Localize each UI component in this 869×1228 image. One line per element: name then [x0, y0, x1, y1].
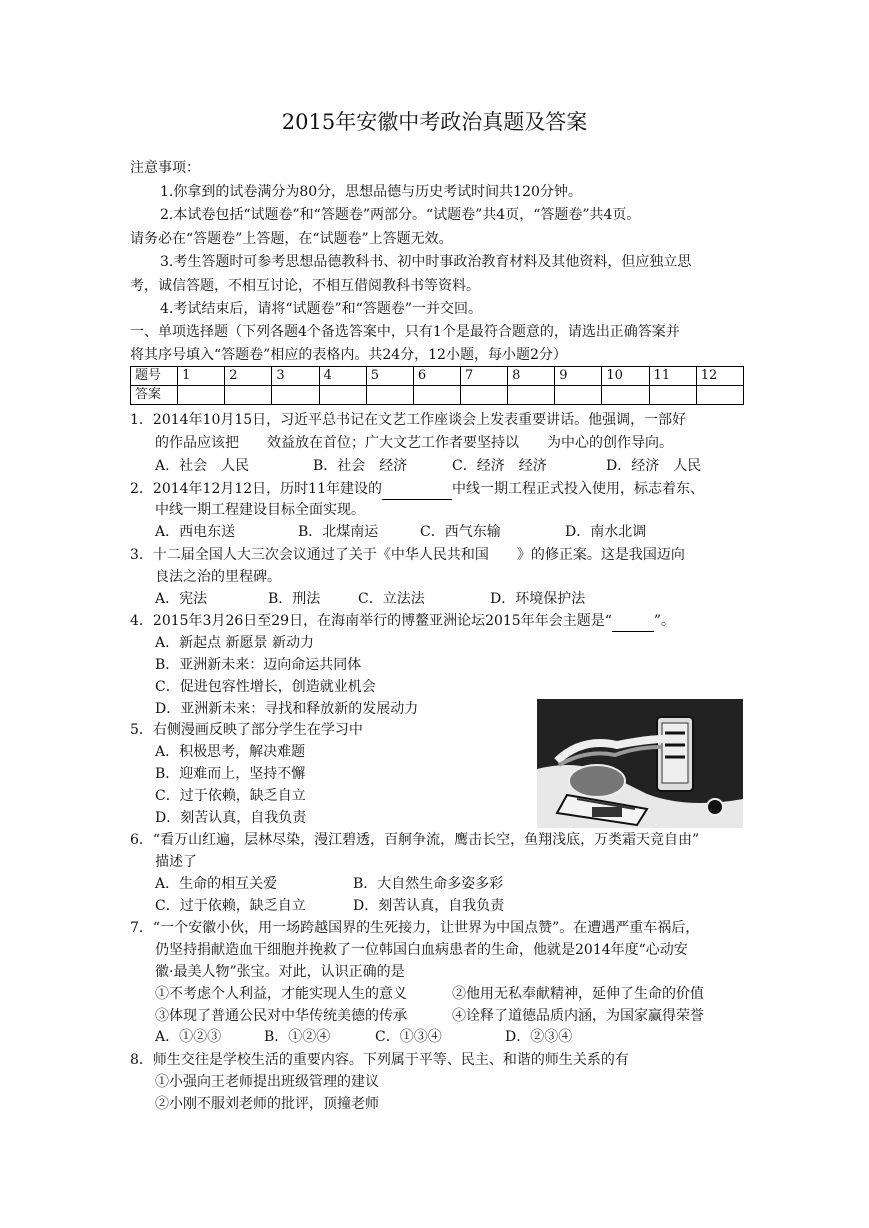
- q7-line-2: 仍坚持捐献造血干细胞并挽救了一位韩国白血病患者的生命，他就是2014年度“心动安: [155, 942, 688, 958]
- q3-option-a: A．宪法: [155, 591, 208, 607]
- q7-option-c: C．①③④: [375, 1029, 442, 1045]
- q1-option-b: B．社会 经济: [313, 458, 408, 474]
- q6-option-a: A．生命的相互关爱: [155, 876, 278, 892]
- table-cell: 9: [555, 367, 602, 386]
- cartoon-illustration: [537, 699, 743, 828]
- table-cell: 3: [272, 367, 319, 386]
- table-row: [131, 367, 744, 386]
- notice-heading: 注意事项：: [130, 160, 200, 176]
- q1-line-2: 的作品应该把 效益放在首位；广大文艺工作者要坚持以 为中心的创作导向。: [155, 435, 673, 451]
- q1-line-1: 1．2014年10月15日，习近平总书记在文艺工作座谈会上发表重要讲话。他强调，一部好: [130, 412, 687, 428]
- notice-item-1: 1.你拿到的试卷满分为80分，思想品德与历史考试时间共120分钟。: [160, 184, 582, 200]
- answer-cell[interactable]: [602, 386, 649, 405]
- answer-cell[interactable]: [225, 386, 272, 405]
- notice-item-3a: 3.考生答题时可参考思想品德教科书、初中时事政治教育材料及其他资料，但应独立思: [160, 254, 692, 270]
- fill-blank: [382, 479, 452, 500]
- section-1-line-1: 一、单项选择题（下列各题4个备选答案中，只有1个是最符合题意的，请选出正确答案并: [130, 324, 680, 340]
- q7-option-a: A．①②③: [155, 1029, 222, 1045]
- answer-cell[interactable]: [319, 386, 366, 405]
- notice-item-3b: 考，诚信答题，不相互讨论，不相互借阅教科书等资料。: [130, 278, 480, 294]
- table-row: [131, 386, 744, 405]
- q8-statement-2: ②小刚不服刘老师的批评，顶撞老师: [155, 1096, 379, 1112]
- q6-option-c: C．过于依赖，缺乏自立: [155, 898, 306, 914]
- notice-item-2b: 请务必在“答题卷”上答题，在“试题卷”上答题无效。: [130, 231, 453, 247]
- q7-statement-2: ②他用无私奉献精神，延伸了生命的价值: [452, 986, 704, 1002]
- q2-line-1-end: 中线一期工程正式投入使用，标志着东、: [451, 481, 704, 497]
- q3-option-d: D．环境保护法: [490, 591, 586, 607]
- q4-line-1-end: ”。: [653, 613, 676, 629]
- q5-option-a: A．积极思考，解决难题: [155, 744, 306, 760]
- q2-line-1: [130, 479, 704, 500]
- section-1-line-2: 将其序号填入“答题卷”相应的表格内。共24分，12小题，每小题2分）: [130, 347, 567, 363]
- answer-cell[interactable]: [366, 386, 413, 405]
- table-cell: 12: [696, 367, 743, 386]
- row-label-answer: 答案: [131, 386, 178, 405]
- q6-line-2: 描述了: [155, 854, 197, 870]
- q4-line-1: [130, 611, 675, 632]
- answer-cell[interactable]: [649, 386, 696, 405]
- table-cell: 8: [508, 367, 555, 386]
- q1-option-d: D．经济 人民: [606, 458, 702, 474]
- q7-option-b: B．①②④: [264, 1029, 331, 1045]
- q5-option-c: C．过于依赖，缺乏自立: [155, 788, 306, 804]
- answer-cell[interactable]: [272, 386, 319, 405]
- q8-statement-1: ①小强向王老师提出班级管理的建议: [155, 1074, 379, 1090]
- answer-cell[interactable]: [555, 386, 602, 405]
- q6-option-b: B．大自然生命多姿多彩: [353, 876, 504, 892]
- table-cell: 2: [225, 367, 272, 386]
- q6-line-1: 6．“看万山红遍，层林尽染，漫江碧透，百舸争流，鹰击长空，鱼翔浅底，万类霜天竞自由”: [130, 832, 700, 848]
- q4-line-1-start: 4．2015年3月26日至29日，在海南举行的博鳌亚洲论坛2015年年会主题是“: [130, 613, 612, 629]
- q2-option-a: A．西电东送: [155, 524, 236, 540]
- q7-line-3: 徽·最美人物”张宝。对此，认识正确的是: [155, 964, 405, 980]
- q3-option-c: C．立法法: [358, 591, 425, 607]
- q8-line-1: 8．师生交往是学校生活的重要内容。下列属于平等、民主、和谐的师生关系的有: [130, 1052, 629, 1068]
- row-label-number: 题号: [131, 367, 178, 386]
- q7-statement-4: ④诠释了道德品质内涵，为国家赢得荣誉: [452, 1008, 704, 1024]
- answer-cell[interactable]: [460, 386, 507, 405]
- q5-line-1: 5．右侧漫画反映了部分学生在学习中: [130, 722, 363, 738]
- fill-blank: [612, 611, 654, 632]
- table-cell: 7: [460, 367, 507, 386]
- q2-line-1-start: 2．2014年12月12日，历时11年建设的: [130, 481, 382, 497]
- q6-option-d: D．刻苦认真，自我负责: [353, 898, 505, 914]
- q4-option-d: D．亚洲新未来：寻找和释放新的发展动力: [155, 701, 419, 717]
- q2-option-b: B．北煤南运: [298, 524, 379, 540]
- q7-line-1: 7．“一个安徽小伙，用一场跨越国界的生死接力，让世界为中国点赞”。在遭遇严重车祸后，: [130, 920, 700, 936]
- q1-option-a: A．社会 人民: [155, 458, 250, 474]
- table-cell: 6: [413, 367, 460, 386]
- q2-option-d: D．南水北调: [565, 524, 647, 540]
- q4-option-b: B．亚洲新未来：迈向命运共同体: [155, 657, 362, 673]
- q7-statement-3: ③体现了普通公民对中华传统美德的传承: [155, 1008, 407, 1024]
- answer-cell[interactable]: [178, 386, 225, 405]
- table-cell: 10: [602, 367, 649, 386]
- page-title: 2015年安徽中考政治真题及答案: [281, 110, 588, 134]
- answer-cell[interactable]: [696, 386, 743, 405]
- q3-line-1: 3．十二届全国人大三次会议通过了关于《中华人民共和国 》的修正案。这是我国迈向: [130, 547, 685, 563]
- q4-option-a: A．新起点 新愿景 新动力: [155, 635, 315, 651]
- q7-option-d: D．②③④: [505, 1029, 573, 1045]
- notice-item-4: 4.考试结束后，请将“试题卷”和“答题卷”一并交回。: [160, 301, 482, 317]
- q5-option-b: B．迎难而上，坚持不懈: [155, 766, 306, 782]
- q3-line-2: 良法之治的里程碑。: [155, 569, 281, 585]
- notice-item-2a: 2.本试卷包括“试题卷”和“答题卷”两部分。“试题卷”共4页，“答题卷”共4页。: [160, 207, 641, 223]
- q7-statement-1: ①不考虑个人利益，才能实现人生的意义: [155, 986, 407, 1002]
- q1-option-c: C．经济 经济: [452, 458, 547, 474]
- answer-cell[interactable]: [413, 386, 460, 405]
- q3-option-b: B．刑法: [268, 591, 321, 607]
- q2-line-2: 中线一期工程建设目标全面实现。: [155, 502, 365, 518]
- q2-option-c: C．西气东输: [420, 524, 501, 540]
- q5-option-d: D．刻苦认真，自我负责: [155, 810, 307, 826]
- table-cell: 11: [649, 367, 696, 386]
- answer-table: [130, 366, 744, 405]
- answer-cell[interactable]: [508, 386, 555, 405]
- q4-option-c: C．促进包容性增长，创造就业机会: [155, 679, 376, 695]
- table-cell: 4: [319, 367, 366, 386]
- table-cell: 1: [178, 367, 225, 386]
- table-cell: 5: [366, 367, 413, 386]
